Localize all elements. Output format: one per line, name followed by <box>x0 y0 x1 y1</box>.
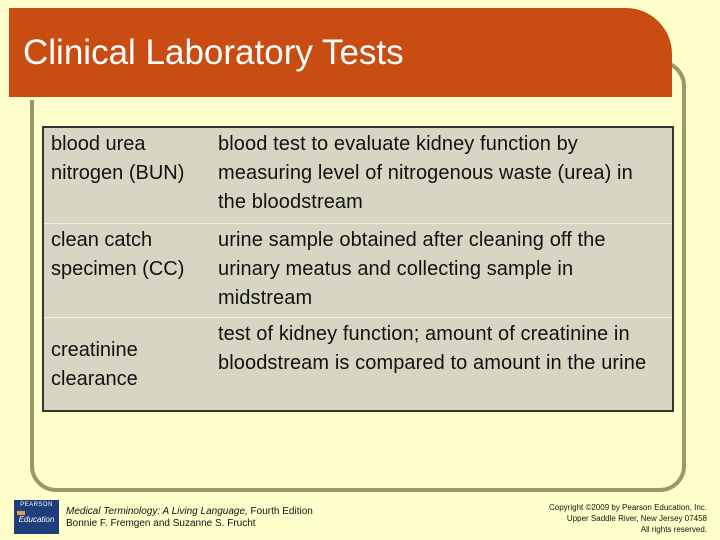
table-row <box>43 223 673 317</box>
logo-top-text: PEARSON <box>20 502 53 508</box>
table-row <box>43 317 673 411</box>
table-row <box>43 127 673 223</box>
title-bar <box>9 8 672 100</box>
book-credit <box>66 506 313 530</box>
copyright-line: All rights reserved. <box>640 525 707 534</box>
copyright-notice <box>549 502 707 535</box>
definition-cell: blood test to evaluate kidney function by measuring level of nitrogenous waste (urea) in the bloodstream <box>200 127 673 223</box>
book-authors: Bonnie F. Fremgen and Suzanne S. Frucht <box>66 518 256 529</box>
book-title-line <box>66 506 313 518</box>
term-cell: creatinine clearance <box>43 317 200 411</box>
logo-bottom-text: Education <box>18 515 55 524</box>
book-edition: Fourth Edition <box>247 506 313 517</box>
book-title: Medical Terminology: A Living Language, <box>66 506 248 517</box>
definition-cell: urine sample obtained after cleaning off the urinary meatus and collecting sample in midstream <box>200 223 673 317</box>
term-cell: clean catch specimen (CC) <box>43 223 200 317</box>
definition-cell: test of kidney function; amount of creatinine in bloodstream is compared to amount in the urine <box>200 317 673 411</box>
pearson-logo <box>14 500 59 534</box>
slide-title: Clinical Laboratory Tests <box>23 33 404 72</box>
copyright-line: Copyright ©2009 by Pearson Education, Inc. <box>549 503 707 512</box>
terms-table <box>42 126 674 412</box>
copyright-line: Upper Saddle River, New Jersey 07458 <box>566 514 707 523</box>
term-cell: blood urea nitrogen (BUN) <box>43 127 200 223</box>
